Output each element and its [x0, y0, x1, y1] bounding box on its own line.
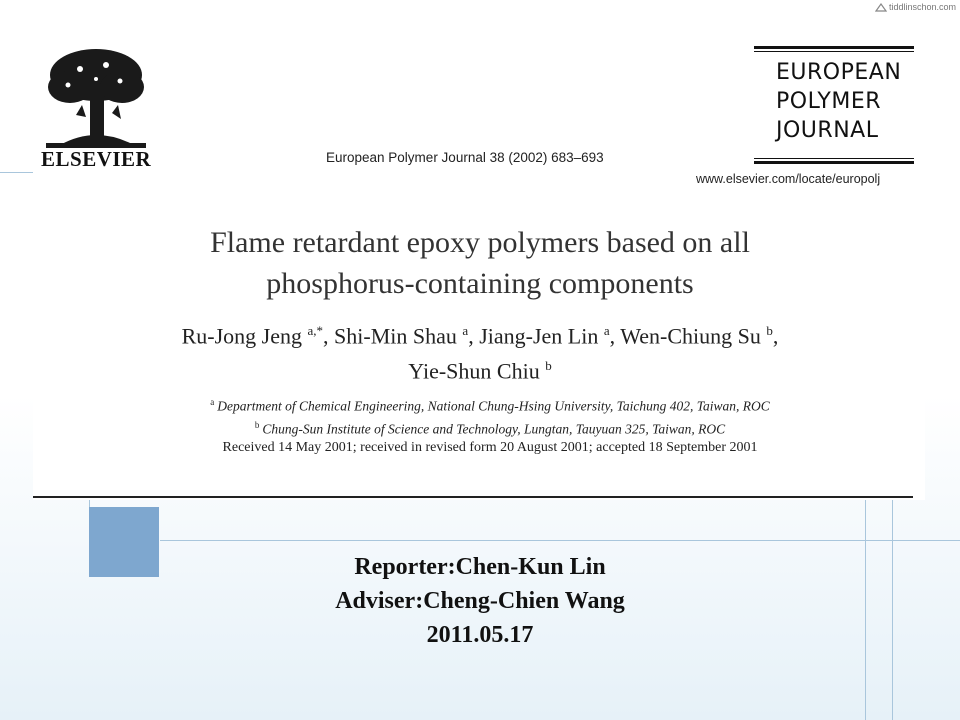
reporter-line: Reporter:Chen-Kun Lin: [354, 554, 606, 580]
publisher-name: ELSEVIER: [41, 147, 152, 171]
slide-right-vline-1: [865, 498, 866, 720]
paper-title-line-2: phosphorus-containing components: [266, 267, 694, 300]
watermark: tiddlinschon.com: [875, 2, 956, 13]
watermark-logo-icon: [875, 3, 887, 13]
paper-title: [160, 222, 800, 304]
journal-url: www.elsevier.com/locate/europolj: [696, 172, 881, 186]
slide-mid-line: [160, 540, 960, 541]
paper-authors: Ru-Jong Jeng $^{a,*}$, Shi-Min Shau $^a$, Jiang-Jen Lin $^a$, Wen-Chiung Su $^b$, Yie-Shun Chiu $^b$: [181, 323, 779, 384]
received-dates: Received 14 May 2001; received in revised form 20 August 2001; accepted 18 September 2001: [222, 440, 758, 455]
paper-title-line-1: Flame retardant epoxy polymers based on all: [210, 226, 750, 259]
journal-logo-line-3: JOURNAL: [776, 118, 879, 143]
author-affiliation-mark: a: [603, 323, 610, 338]
slide-top-line: [0, 172, 34, 173]
author-name: Jiang-Jen Lin: [479, 323, 599, 349]
journal-citation: European Polymer Journal 38 (2002) 683–693: [326, 150, 604, 165]
affiliation-a: $^a$ Department of Chemical Engineering, National Chung-Hsing University, Taichung 402, Taiwan, ROC: [210, 397, 770, 414]
paper-bottom-rule: [33, 496, 913, 498]
author-affiliation-mark: b: [766, 323, 773, 338]
elsevier-tree-logo-icon: [40, 45, 152, 150]
journal-logo-line-2: POLYMER: [776, 89, 882, 114]
paper-affiliations: [140, 393, 840, 438]
author-name: Wen-Chiung Su: [620, 323, 761, 349]
affiliation-b: $^b$ Chung-Sun Institute of Science and Technology, Lungtan, Tauyuan 325, Taiwan, ROC: [254, 419, 726, 436]
accent-square: [89, 507, 159, 577]
journal-logo: [754, 46, 914, 164]
author-affiliation-mark: b: [545, 358, 552, 374]
author-name: Shi-Min Shau: [334, 323, 457, 349]
author-affiliation-mark: a: [462, 323, 469, 338]
journal-logo-line-1: EUROPEAN: [776, 60, 902, 85]
author-affiliation-mark: a,*: [307, 323, 324, 338]
presentation-info: [200, 550, 760, 652]
slide-right-vline-2: [892, 498, 893, 720]
author-name: Ru-Jong Jeng: [181, 323, 303, 349]
date-line: 2011.05.17: [426, 622, 534, 648]
author-name: Yie-Shun Chiu: [408, 358, 540, 384]
adviser-line: Adviser:Cheng-Chien Wang: [335, 588, 625, 614]
